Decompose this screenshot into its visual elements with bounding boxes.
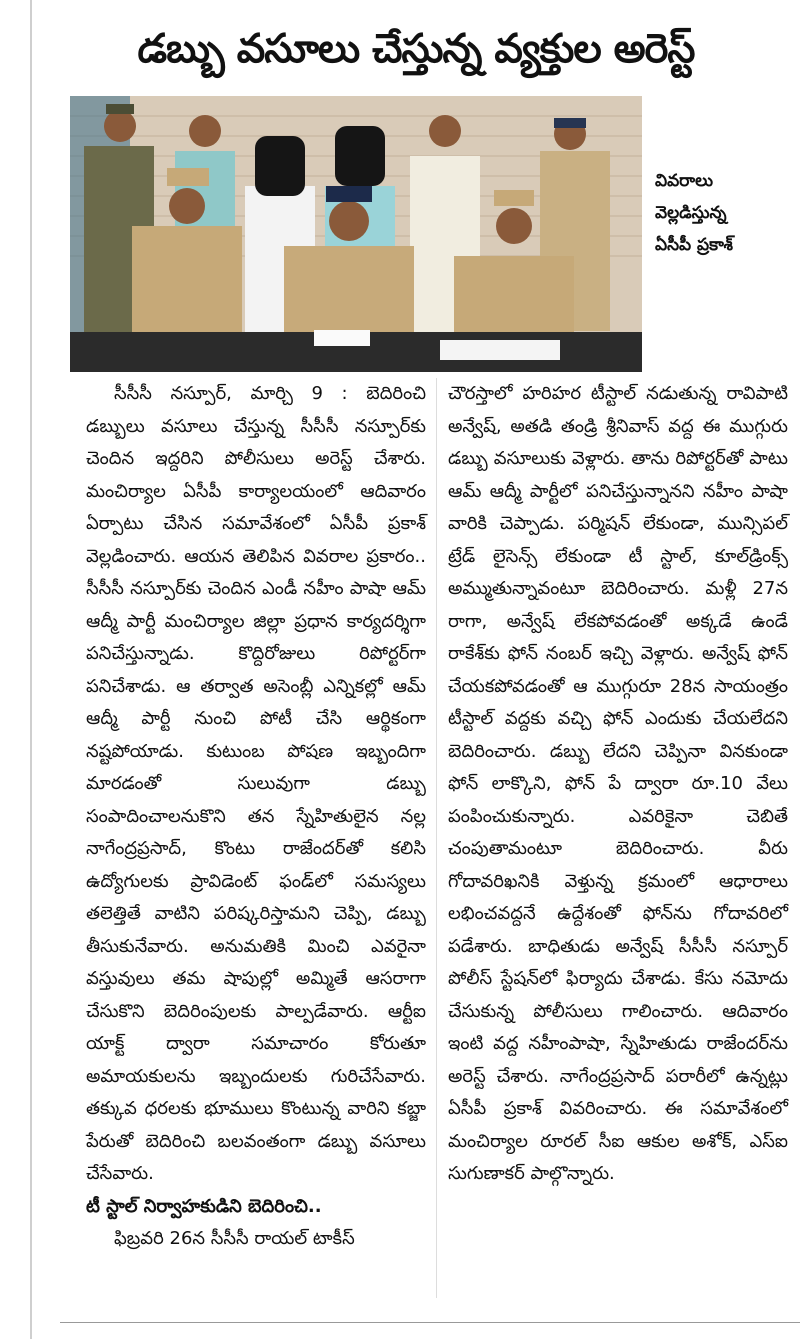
left-margin-rule bbox=[30, 0, 32, 1339]
article-body-left: సీసీసీ నస్పూర్, మార్చి 9 : బెదిరించి డబ్బులు వసూలు చేస్తున్న సీసీసీ నస్పూర్‌కు చెందిన ఇద్దరిని పోలీసులు అరెస్ట్ చేశారు. మంచిర్యాల ఏసీపీ కార్యాలయంలో ఆదివారం ఏర్పాటు చేసిన సమావేశంలో ఏసీపీ ప్రకాశ్ వెల్లడించారు. ఆయన తెలిపిన వివరాల ప్రకారం.. సీసీసీ నస్పూర్‌కు చెందిన ఎండీ నహీం పాషా ఆమ్ ఆద్మీ పార్టీ మంచిర్యాల జిల్లా ప్రధాన కార్యదర్శిగా పనిచేస్తున్నాడు. కొద్దిరోజులు రిపోర్టర్‌గా పనిచేశాడు. ఆ తర్వాత అసెంబ్లీ ఎన్నికల్లో ఆమ్ ఆద్మీ పార్టీ నుంచి పోటీ చేసి ఆర్థికంగా నష్టపోయాడు. కుటుంబ పోషణ ఇబ్బందిగా మారడంతో సులువుగా డబ్బు సంపాదించాలనుకొని తన స్నేహితులైన నల్ల నాగేంద్రప్రసాద్, కొంటు రాజేందర్‌తో కలిసి ఉద్యోగులకు ప్రావిడెంట్ ఫండ్‌లో సమస్యలు తలెత్తితే వాటిని పరిష్కరిస్తామని చెప్పి, డబ్బు తీసుకునేవారు. అనుమతికి మించి ఎవరైనా వస్తువులు తమ షాపుల్లో అమ్మితే ఆసరాగా చేసుకొని బెదిరింపులకు పాల్పడేవారు. ఆర్టీఐ యాక్ట్ ద్వారా సమాచారం కోరుతూ అమాయకులను ఇబ్బందులకు గురిచేసేవారు. తక్కువ ధరలకు భూములు కొంటున్న వారిని కబ్జా పేరుతో బెదిరించి బలవంతంగా డబ్బు వసూలు చేసేవారు. bbox=[86, 383, 426, 1184]
article-body-left-tail: ఫిబ్రవరి 26న సీసీసీ రాయల్ టాకీస్ bbox=[114, 1228, 355, 1249]
article-column-left bbox=[86, 378, 426, 1256]
caption-line: వెల్లడిస్తున్న bbox=[655, 203, 727, 223]
caption-line: వివరాలు bbox=[655, 171, 714, 191]
police-press-photo bbox=[70, 96, 642, 372]
bottom-rule bbox=[60, 1322, 800, 1323]
article-body-right: చౌరస్తాలో హరిహర టీస్టాల్ నడుతున్న రావిపాటి అన్వేష్, అతడి తండ్రి శ్రీనివాస్ వద్ద ఈ ముగ్గురు డబ్బు వసూలుకు వెళ్లారు. తాను రిపోర్టర్‌తో పాటు ఆమ్ ఆద్మీ పార్టీలో పనిచేస్తున్నానని నహీం పాషా వారికి చెప్పాడు. పర్మిషన్ లేకుండా, మున్సిపల్ ట్రేడ్ లైసెన్స్ లేకుండా టీ స్టాల్, కూల్‌డ్రింక్స్ అమ్ముతున్నావంటూ బెదిరించారు. మళ్లీ 27న రాగా, అన్వేష్ లేకపోవడంతో అక్కడే ఉండే రాకేశ్‌కు ఫోన్ నంబర్ ఇచ్చి వెళ్లారు. అన్వేష్ ఫోన్ చేయకపోవడంతో ఆ ముగ్గురూ 28న సాయంత్రం టీస్టాల్ వద్దకు వచ్చి ఫోన్ ఎందుకు చేయలేదని బెదిరించారు. డబ్బు లేదని చెప్పినా వినకుండా ఫోన్ లాక్కొని, ఫోన్ పే ద్వారా రూ.10 వేలు పంపించుకున్నారు. ఎవరికైనా చెబితే చంపుతామంటూ బెదిరించారు. వీరు గోదావరిఖనికి వెళ్తున్న క్రమంలో ఆధారాలు లభించవద్దనే ఉద్దేశంతో ఫోన్‌ను గోదావరిలో పడేశారు. బాధితుడు అన్వేష్ సీసీసీ నస్పూర్ పోలీస్ స్టేషన్‌లో ఫిర్యాదు చేశాడు. కేసు నమోదు చేసుకున్న పోలీసులు గాలించారు. ఆదివారం ఇంటి వద్ద నహీంపాషా, స్నేహితుడు రాజేందర్‌ను అరెస్ట్ చేశారు. నాగేంద్రప్రసాద్ పరారీలో ఉన్నట్లు ఏసీపీ ప్రకాశ్ వివరించారు. ఈ సమావేశంలో మంచిర్యాల రూరల్ సీఐ ఆకుల అశోక్, ఎస్ఐ సుగుణాకర్ పాల్గొన్నారు. bbox=[448, 383, 788, 1184]
article-subheading: టీ స్టాల్ నిర్వాహకుడిని బెదిరించి.. bbox=[86, 1195, 322, 1217]
column-divider bbox=[436, 378, 437, 1298]
article-column-right bbox=[448, 378, 788, 1191]
photo-caption bbox=[655, 165, 795, 261]
caption-line: ఏసీపీ ప్రకాశ్ bbox=[655, 235, 734, 255]
news-photo bbox=[70, 96, 642, 372]
headline: డబ్బు వసూలు చేస్తున్న వ్యక్తుల అరెస్ట్ bbox=[137, 26, 695, 72]
